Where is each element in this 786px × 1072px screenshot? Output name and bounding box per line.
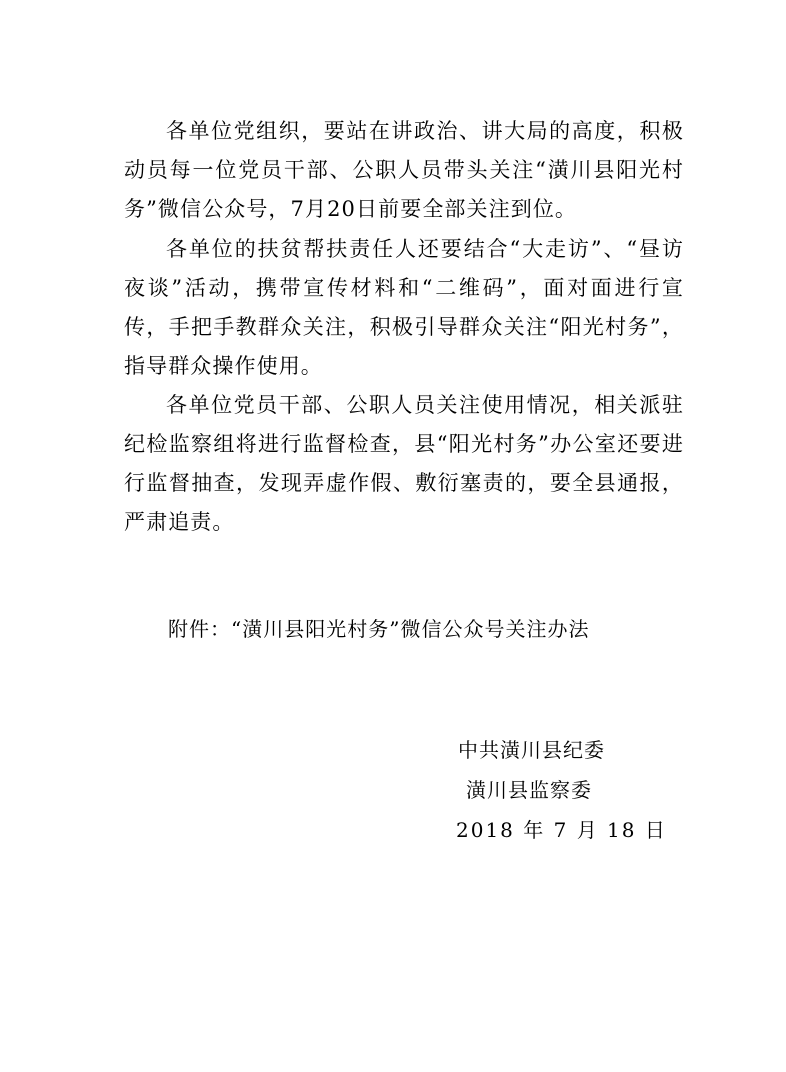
paragraph-follow-requirement: 各单位党组织，要站在讲政治、讲大局的高度，积极动员每一位党员干部、公职人员带头关注“潢川县阳光村务”微信公众号，7月20日前要全部关注到位。 [124,119,684,221]
signature-org-supervision-committee: 潢川县监察委 [466,778,592,802]
paragraph-supervision: 各单位党员干部、公职人员关注使用情况，相关派驻纪检监察组将进行监督检查，县“阳光村务”办公室还要进行监督抽查，发现弄虚作假、敷衍塞责的，要全县通报，严肃追责。 [124,393,684,534]
signature-org-discipline-committee: 中共潢川县纪委 [458,738,605,762]
paragraph-poverty-assistance: 各单位的扶贫帮扶责任人还要结合“大走访”、“昼访夜谈”活动，携带宣传材料和“二维码”，面对面进行宣传，手把手教群众关注，积极引导群众关注“阳光村务”，指导群众操作使用。 [124,237,684,378]
attachment-line: 附件：“潢川县阳光村务”微信公众号关注办法 [168,617,590,641]
signature-date: 2018 年 7 月 18 日 [456,818,667,842]
